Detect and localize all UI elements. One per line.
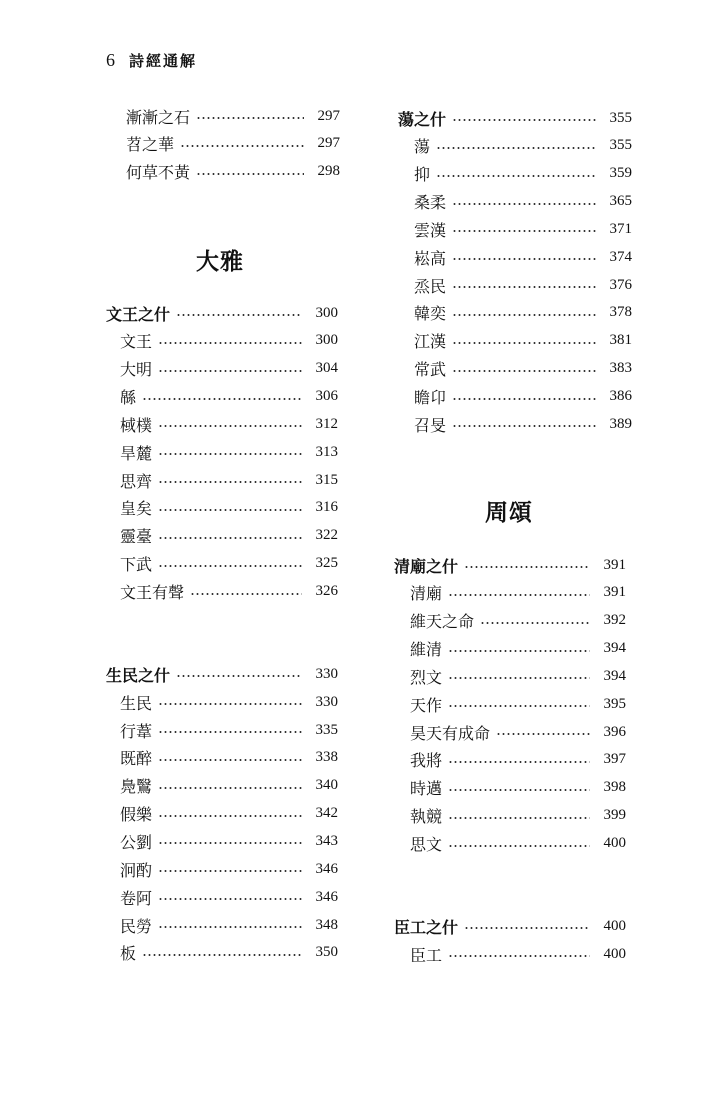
toc-entry[interactable] — [120, 442, 338, 462]
dot-leader — [196, 173, 304, 175]
dot-leader — [452, 314, 596, 316]
dot-leader — [142, 398, 302, 400]
page-number: 6 — [106, 50, 115, 70]
entry-title: 行葦 — [120, 721, 153, 741]
toc-entry[interactable] — [120, 887, 338, 907]
entry-page: 348 — [315, 916, 338, 933]
entry-page: 371 — [609, 220, 632, 237]
entry-title: 桑柔 — [414, 193, 447, 213]
entry-title: 昊天有成命 — [410, 723, 491, 743]
entry-title: 烈文 — [410, 667, 443, 687]
entry-title: 鳧鷖 — [120, 777, 153, 797]
entry-title: 臣工 — [410, 945, 443, 965]
section-heading-zhousong: 周頌 — [485, 499, 533, 526]
dot-leader — [452, 203, 596, 205]
dot-leader — [158, 787, 302, 789]
entry-page: 397 — [603, 751, 626, 768]
entry-page: 342 — [315, 805, 338, 822]
dot-leader — [158, 509, 302, 511]
dot-leader — [158, 842, 302, 844]
toc-entry[interactable] — [120, 526, 338, 546]
entry-title: 泂酌 — [120, 860, 153, 880]
entry-page: 346 — [315, 860, 338, 877]
entry-title: 生民 — [120, 693, 153, 713]
entry-title: 蕩 — [414, 137, 431, 157]
dot-leader — [158, 370, 302, 372]
entry-page: 398 — [603, 779, 626, 796]
toc-entry[interactable] — [410, 944, 626, 964]
section-heading-daya: 大雅 — [196, 248, 244, 275]
entry-page: 300 — [315, 332, 338, 349]
entry-title: 何草不黃 — [126, 163, 191, 183]
toc-entry[interactable] — [410, 722, 626, 742]
toc-entry[interactable] — [120, 692, 338, 712]
toc-entry[interactable] — [414, 192, 632, 212]
toc-entry[interactable] — [120, 915, 338, 935]
entry-title: 維清 — [410, 640, 443, 660]
dot-leader — [158, 898, 302, 900]
entry-page: 304 — [315, 360, 338, 377]
dot-leader — [464, 927, 590, 929]
entry-title: 緜 — [120, 388, 137, 408]
entry-title: 臣工之什 — [394, 917, 459, 937]
dot-leader — [452, 230, 596, 232]
toc-entry[interactable] — [414, 275, 632, 295]
entry-title: 江漢 — [414, 332, 447, 352]
entry-page: 381 — [609, 332, 632, 349]
entry-page: 315 — [315, 471, 338, 488]
dot-leader — [180, 145, 304, 147]
dot-leader — [436, 147, 596, 149]
dot-leader — [452, 258, 596, 260]
dot-leader — [448, 845, 590, 847]
dot-leader — [190, 593, 302, 595]
entry-page: 391 — [603, 584, 626, 601]
entry-page: 322 — [315, 527, 338, 544]
entry-title: 民勞 — [120, 916, 153, 936]
entry-page: 346 — [315, 888, 338, 905]
dot-leader — [158, 425, 302, 427]
dot-leader — [452, 342, 596, 344]
toc-entry[interactable] — [120, 804, 338, 824]
toc-entry[interactable] — [410, 806, 626, 826]
entry-title: 我將 — [410, 751, 443, 771]
dot-leader — [158, 565, 302, 567]
dot-leader — [480, 622, 590, 624]
entry-page: 400 — [603, 917, 626, 934]
dot-leader — [452, 370, 596, 372]
entry-page: 330 — [315, 665, 338, 682]
dot-leader — [158, 815, 302, 817]
toc-entry[interactable] — [120, 387, 338, 407]
dot-leader — [158, 870, 302, 872]
entry-page: 359 — [609, 165, 632, 182]
entry-page: 389 — [609, 415, 632, 432]
entry-title: 清廟 — [410, 584, 443, 604]
entry-page: 392 — [603, 612, 626, 629]
dot-leader — [448, 650, 590, 652]
toc-entry[interactable] — [126, 106, 340, 126]
toc-entry[interactable] — [414, 359, 632, 379]
entry-title: 大明 — [120, 360, 153, 380]
toc-entry[interactable] — [414, 247, 632, 267]
entry-page: 400 — [603, 945, 626, 962]
entry-page: 355 — [609, 137, 632, 154]
entry-title: 靈臺 — [120, 527, 153, 547]
entry-page: 297 — [317, 135, 340, 152]
dot-leader — [448, 789, 590, 791]
entry-title: 韓奕 — [414, 304, 447, 324]
entry-page: 298 — [317, 163, 340, 180]
dot-leader — [448, 817, 590, 819]
toc-entry[interactable] — [414, 303, 632, 323]
entry-title: 板 — [120, 944, 137, 964]
entry-title: 下武 — [120, 555, 153, 575]
entry-title: 文王有聲 — [120, 583, 185, 602]
toc-entry[interactable] — [410, 583, 626, 603]
entry-page: 396 — [603, 723, 626, 740]
entry-title: 假樂 — [120, 805, 153, 825]
entry-title: 執競 — [410, 807, 443, 827]
toc-entry[interactable] — [410, 750, 626, 770]
dot-leader — [448, 594, 590, 596]
entry-title: 蕩之什 — [398, 109, 447, 129]
entry-title: 瞻卬 — [414, 388, 447, 407]
toc-entry[interactable] — [410, 611, 626, 631]
dot-leader — [158, 703, 302, 705]
toc-entry[interactable] — [120, 470, 338, 490]
entry-page: 340 — [315, 777, 338, 794]
dot-leader — [452, 425, 596, 427]
toc-group-entry[interactable] — [398, 108, 632, 128]
toc-entry[interactable] — [414, 414, 632, 434]
toc-entry[interactable] — [126, 134, 340, 154]
entry-page: 365 — [609, 193, 632, 210]
dot-leader — [496, 733, 590, 735]
toc-group-entry[interactable] — [106, 303, 338, 323]
entry-title: 思齊 — [120, 471, 153, 491]
toc-group-entry[interactable] — [394, 916, 626, 936]
entry-page: 330 — [315, 693, 338, 710]
entry-page: 399 — [603, 807, 626, 824]
entry-title: 時邁 — [410, 779, 443, 799]
entry-title: 維天之命 — [410, 612, 475, 632]
entry-title: 雲漢 — [414, 220, 447, 240]
toc-entry[interactable] — [410, 639, 626, 659]
toc-entry[interactable] — [410, 694, 626, 714]
page-header — [106, 50, 197, 71]
entry-title: 文王之什 — [106, 304, 171, 324]
dot-leader — [452, 286, 596, 288]
toc-group-entry[interactable] — [106, 664, 338, 684]
dot-leader — [158, 926, 302, 928]
entry-page: 394 — [603, 640, 626, 657]
entry-page: 338 — [315, 749, 338, 766]
toc-entry[interactable] — [120, 331, 338, 351]
toc-entry[interactable] — [120, 748, 338, 768]
toc-group-entry[interactable] — [394, 555, 626, 575]
entry-title: 常武 — [414, 360, 447, 380]
toc-entry[interactable] — [120, 720, 338, 740]
dot-leader — [452, 119, 596, 121]
entry-page: 335 — [315, 721, 338, 738]
entry-title: 崧高 — [414, 248, 447, 268]
entry-page: 312 — [315, 415, 338, 432]
dot-leader — [158, 759, 302, 761]
entry-page: 374 — [609, 248, 632, 265]
toc-entry[interactable] — [414, 164, 632, 184]
entry-page: 395 — [603, 695, 626, 712]
toc-entry[interactable] — [414, 331, 632, 351]
toc-entry[interactable] — [410, 834, 626, 854]
entry-page: 325 — [315, 555, 338, 572]
dot-leader — [448, 677, 590, 679]
toc-entry[interactable] — [410, 666, 626, 686]
toc-entry[interactable] — [120, 776, 338, 796]
entry-page: 355 — [609, 109, 632, 126]
entry-title: 皇矣 — [120, 499, 153, 519]
toc-entry[interactable] — [120, 831, 338, 851]
toc-entry[interactable] — [126, 162, 340, 182]
dot-leader — [176, 675, 302, 677]
entry-page: 376 — [609, 276, 632, 293]
entry-title: 既醉 — [120, 749, 153, 769]
entry-page: 316 — [315, 499, 338, 516]
entry-title: 公劉 — [120, 832, 153, 852]
dot-leader — [158, 537, 302, 539]
entry-page: 378 — [609, 304, 632, 321]
entry-page: 297 — [317, 107, 340, 124]
toc-entry[interactable] — [120, 554, 338, 574]
dot-leader — [158, 453, 302, 455]
dot-leader — [452, 398, 596, 400]
toc-entry[interactable] — [120, 359, 338, 379]
entry-title: 旱麓 — [120, 443, 153, 463]
entry-page: 343 — [315, 832, 338, 849]
dot-leader — [448, 705, 590, 707]
toc-entry[interactable] — [414, 219, 632, 239]
dot-leader — [448, 955, 590, 957]
toc-entry[interactable] — [410, 778, 626, 798]
entry-page: 350 — [315, 944, 338, 961]
toc-entry[interactable] — [120, 414, 338, 434]
entry-page: 300 — [315, 304, 338, 321]
entry-title: 思文 — [410, 835, 443, 854]
dot-leader — [158, 342, 302, 344]
entry-title: 卷阿 — [120, 888, 153, 908]
entry-title: 清廟之什 — [394, 556, 459, 576]
entry-title: 文王 — [120, 332, 153, 352]
dot-leader — [158, 481, 302, 483]
entry-page: 386 — [609, 388, 632, 404]
entry-page: 400 — [603, 835, 626, 851]
toc-entry[interactable] — [414, 387, 632, 407]
dot-leader — [158, 731, 302, 733]
toc-entry[interactable] — [414, 136, 632, 156]
entry-title: 苕之華 — [126, 135, 175, 155]
entry-page: 306 — [315, 388, 338, 405]
dot-leader — [464, 566, 590, 568]
toc-entry[interactable] — [120, 582, 338, 602]
dot-leader — [142, 954, 302, 956]
book-title: 詩經通解 — [129, 52, 198, 70]
entry-page: 394 — [603, 667, 626, 684]
dot-leader — [436, 175, 596, 177]
entry-page: 383 — [609, 360, 632, 377]
entry-title: 天作 — [410, 695, 443, 715]
entry-page: 391 — [603, 556, 626, 573]
toc-entry[interactable] — [120, 498, 338, 518]
entry-title: 烝民 — [414, 276, 447, 296]
entry-title: 召旻 — [414, 415, 447, 435]
toc-entry[interactable] — [120, 859, 338, 879]
entry-page: 326 — [315, 583, 338, 599]
toc-entry[interactable] — [120, 943, 338, 963]
entry-title: 漸漸之石 — [126, 107, 191, 127]
dot-leader — [448, 761, 590, 763]
entry-title: 生民之什 — [106, 665, 171, 685]
dot-leader — [196, 117, 304, 119]
entry-page: 313 — [315, 443, 338, 460]
entry-title: 抑 — [414, 165, 431, 185]
entry-title: 棫樸 — [120, 415, 153, 435]
dot-leader — [176, 314, 302, 316]
